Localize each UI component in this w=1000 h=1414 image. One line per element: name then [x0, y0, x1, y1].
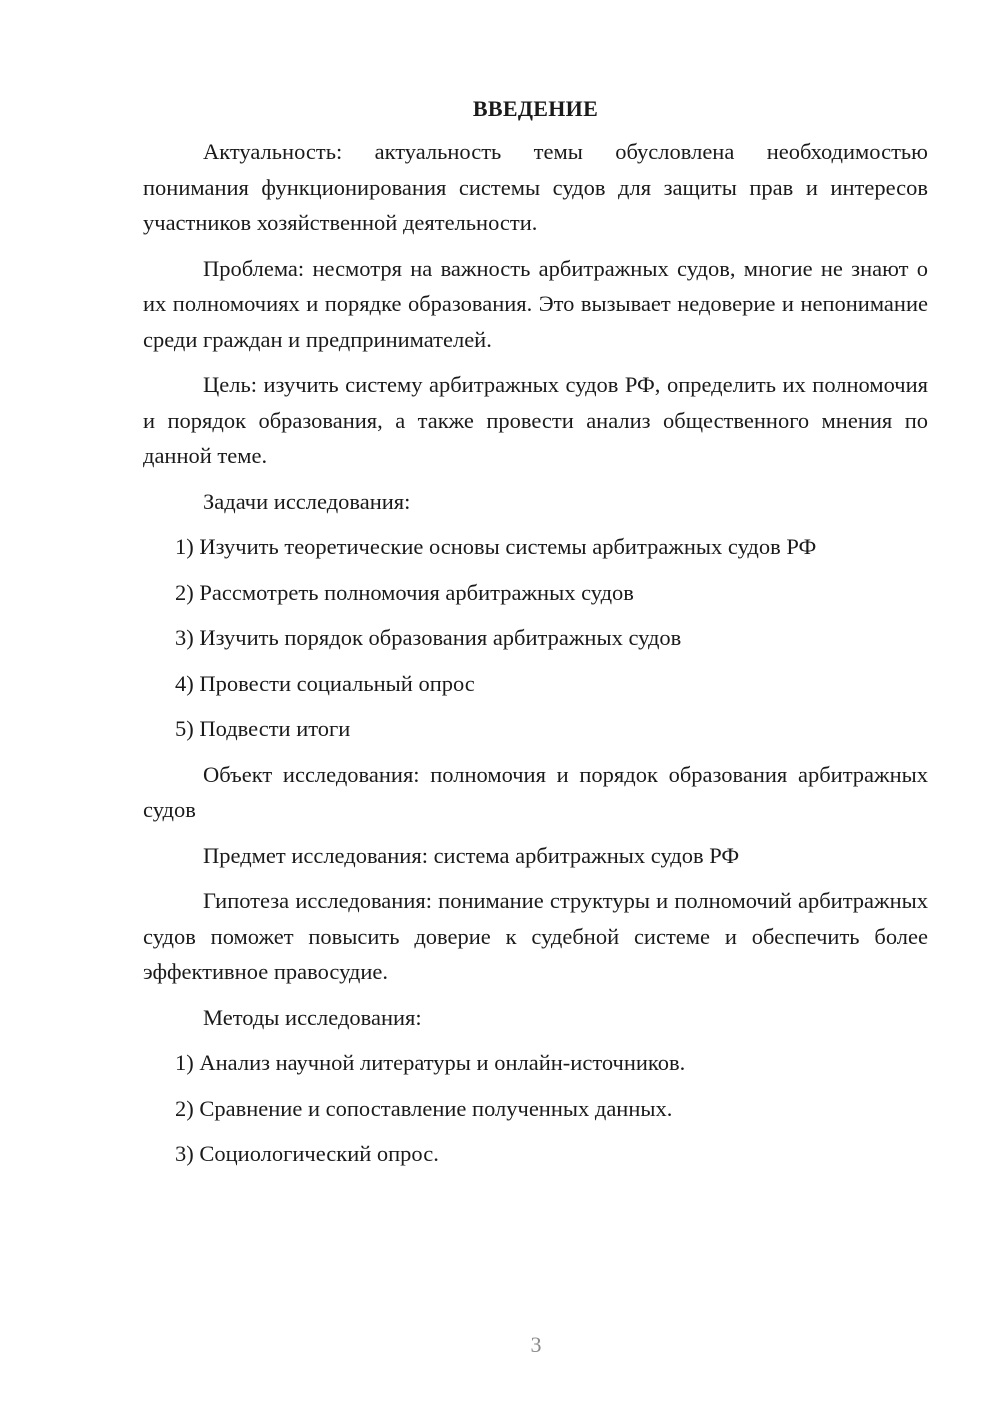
list-item: 2) Рассмотреть полномочия арбитражных судов: [175, 579, 634, 605]
list-item: 3) Социологический опрос.: [175, 1141, 439, 1166]
subject-paragraph: Предмет исследования: система арбитражных судов РФ: [203, 842, 740, 868]
methods-heading: Методы исследования:: [203, 1004, 422, 1030]
relevance-paragraph: Актуальность: актуальность темы обусловлена необходимостью понимания функционирования системы судов для защиты прав и интересов участников хозяйственной деятельности.: [143, 139, 928, 235]
hypothesis-paragraph: Гипотеза исследования: понимание структуры и полномочий арбитражных судов поможет повысить доверие к судебной системе и обеспечить более эффективное правосудие.: [143, 888, 928, 984]
list-item: 1) Изучить теоретические основы системы арбитражных судов РФ: [175, 534, 817, 559]
list-item: 1) Анализ научной литературы и онлайн-источников.: [175, 1050, 686, 1075]
list-item: 3) Изучить порядок образования арбитражных судов: [175, 625, 682, 650]
object-paragraph: Объект исследования: полномочия и порядок образования арбитражных судов: [143, 761, 928, 822]
methods-list: [143, 1045, 928, 1172]
tasks-list: [143, 529, 928, 747]
goal-paragraph: Цель: изучить систему арбитражных судов РФ, определить их полномочия и порядок образования, а также провести анализ общественного мнения по данной теме.: [143, 372, 928, 468]
section-title: ВВЕДЕНИЕ: [472, 96, 599, 121]
problem-paragraph: Проблема: несмотря на важность арбитражных судов, многие не знают о их полномочиях и порядке образования. Это вызывает недоверие и непонимание среди граждан и предпринимателей.: [143, 255, 928, 352]
tasks-heading: Задачи исследования:: [203, 488, 411, 514]
list-item: 4) Провести социальный опрос: [175, 670, 475, 696]
list-item: 2) Сравнение и сопоставление полученных данных.: [175, 1095, 673, 1121]
list-item: 5) Подвести итоги: [175, 716, 351, 741]
document-page: [143, 94, 928, 1182]
page-number: 3: [530, 1332, 542, 1357]
